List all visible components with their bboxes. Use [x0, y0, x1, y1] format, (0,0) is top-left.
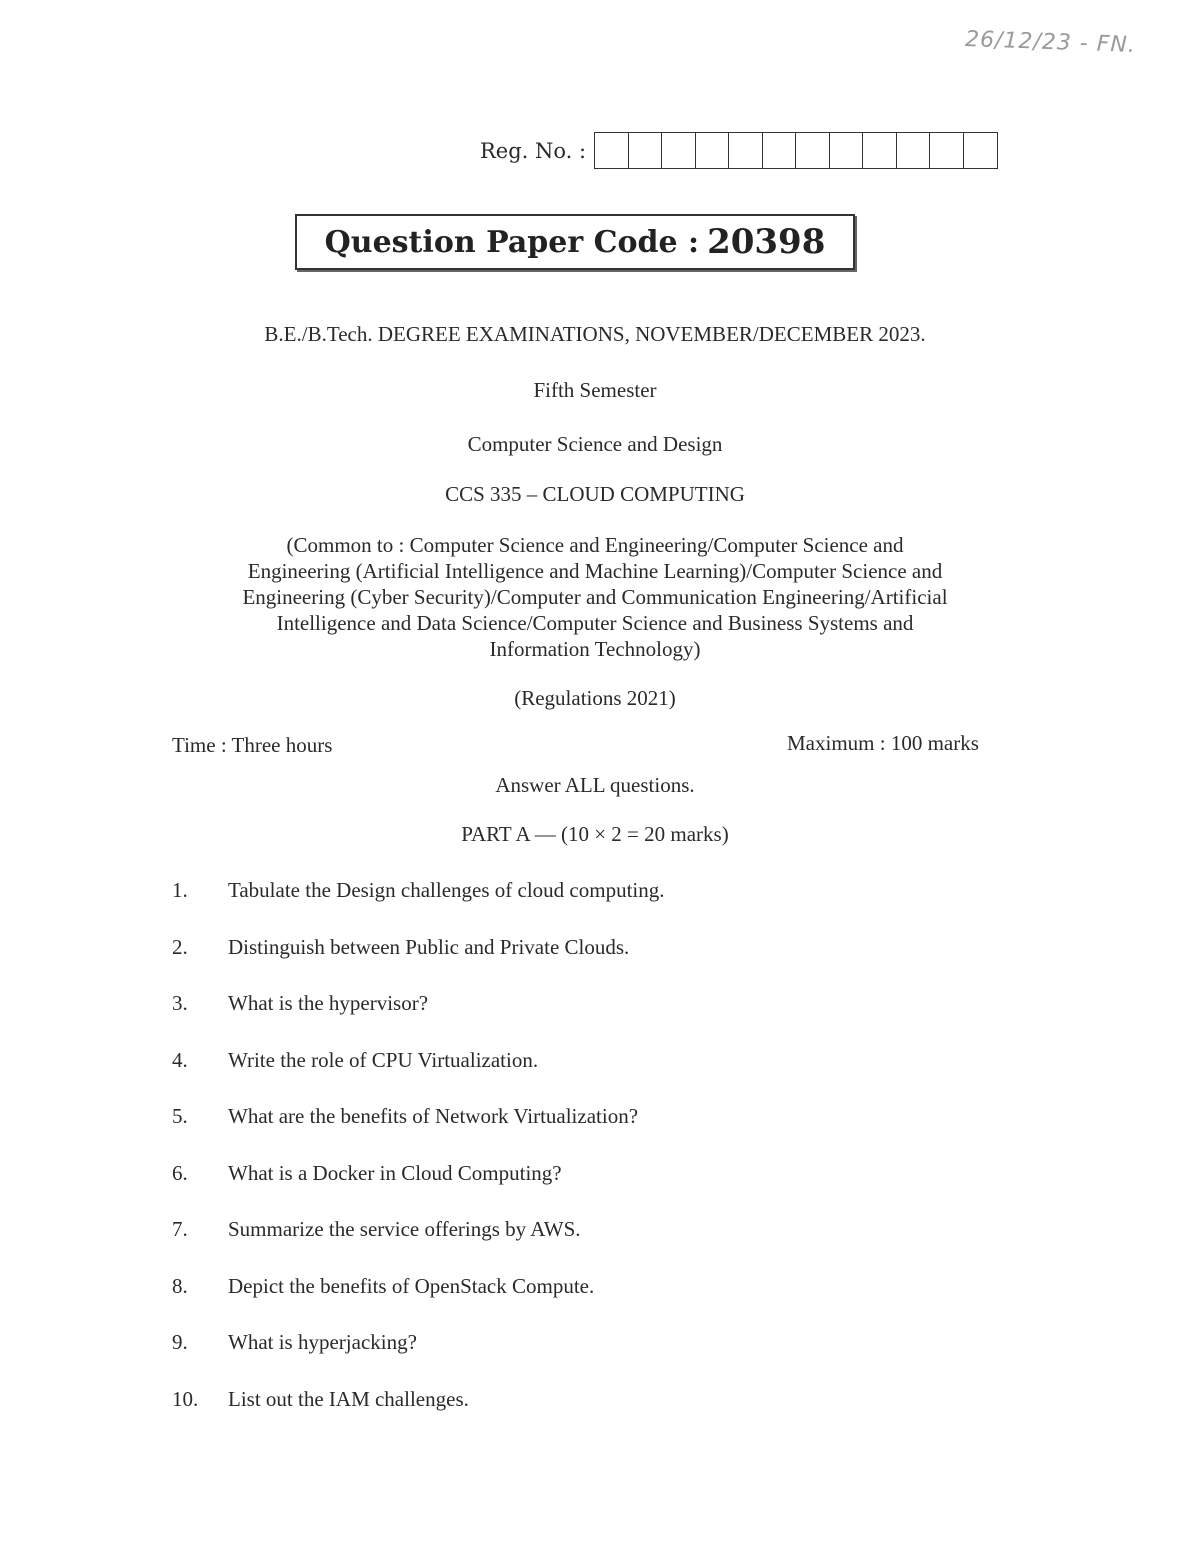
question-number: 8.	[172, 1273, 188, 1298]
reg-number-section	[480, 132, 998, 169]
paper-code-number: 20398	[707, 222, 826, 262]
question-item	[172, 1387, 1072, 1444]
maximum-marks: Maximum : 100 marks	[787, 731, 979, 755]
reg-number-box	[729, 133, 763, 168]
common-to-line: Information Technology)	[489, 637, 701, 661]
reg-number-boxes	[594, 132, 998, 169]
question-item	[172, 1217, 1072, 1274]
question-number: 7.	[172, 1217, 188, 1241]
question-text: Distinguish between Public and Private Clouds.	[228, 934, 630, 959]
question-item	[172, 991, 1072, 1048]
question-item	[172, 1161, 1072, 1218]
question-item	[172, 935, 1072, 992]
instruction: Answer ALL questions.	[495, 773, 695, 797]
handwritten-date-note: 26/12/23 - FN.	[964, 27, 1137, 58]
question-text: What are the benefits of Network Virtualization?	[228, 1104, 639, 1128]
question-number: 1.	[172, 878, 188, 902]
common-to-line: Engineering (Artificial Intelligence and Machine Learning)/Computer Science and	[247, 559, 943, 583]
question-text: List out the IAM challenges.	[228, 1386, 469, 1411]
reg-number-box	[595, 133, 629, 168]
reg-number-box	[763, 133, 797, 168]
reg-number-box	[964, 133, 998, 168]
question-text: What is hyperjacking?	[228, 1330, 417, 1354]
common-to-line: Engineering (Cyber Security)/Computer and Communication Engineering/Artificial	[242, 585, 948, 609]
question-item	[172, 1048, 1072, 1105]
question-number: 3.	[172, 991, 188, 1015]
question-list	[172, 878, 1072, 1443]
reg-number-box	[796, 133, 830, 168]
question-paper-code-box	[295, 214, 855, 270]
question-item	[172, 1330, 1072, 1387]
paper-code-label: Question Paper Code :	[324, 224, 700, 260]
question-text: Write the role of CPU Virtualization.	[228, 1047, 539, 1072]
semester: Fifth Semester	[533, 378, 657, 402]
course-title: CCS 335 – CLOUD COMPUTING	[445, 482, 745, 506]
question-item	[172, 878, 1072, 935]
common-to-line: Intelligence and Data Science/Computer Science and Business Systems and	[276, 611, 914, 635]
question-number: 10.	[172, 1386, 199, 1411]
question-text: What is the hypervisor?	[228, 991, 429, 1015]
common-to-line: (Common to : Computer Science and Engineering/Computer Science and	[286, 533, 904, 557]
exam-title: B.E./B.Tech. DEGREE EXAMINATIONS, NOVEMBER/DECEMBER 2023.	[264, 322, 926, 346]
reg-number-box	[863, 133, 897, 168]
question-number: 4.	[172, 1047, 188, 1072]
reg-number-box	[830, 133, 864, 168]
reg-number-box	[662, 133, 696, 168]
reg-number-box	[696, 133, 730, 168]
question-number: 5.	[172, 1104, 188, 1128]
reg-number-box	[930, 133, 964, 168]
common-to-block	[160, 532, 1030, 662]
question-item	[172, 1104, 1072, 1161]
question-number: 9.	[172, 1330, 188, 1354]
reg-number-box	[897, 133, 931, 168]
question-text: Tabulate the Design challenges of cloud computing.	[228, 878, 665, 902]
question-number: 2.	[172, 934, 188, 959]
question-number: 6.	[172, 1160, 188, 1185]
question-item	[172, 1274, 1072, 1331]
reg-number-box	[629, 133, 663, 168]
regulations: (Regulations 2021)	[514, 686, 676, 710]
reg-number-label: Reg. No. :	[480, 138, 587, 163]
question-text: Summarize the service offerings by AWS.	[228, 1217, 581, 1241]
part-a-heading: PART A — (10 × 2 = 20 marks)	[461, 822, 729, 846]
department: Computer Science and Design	[467, 432, 723, 456]
question-text: What is a Docker in Cloud Computing?	[228, 1160, 562, 1185]
exam-duration: Time : Three hours	[172, 733, 333, 757]
question-text: Depict the benefits of OpenStack Compute.	[228, 1273, 595, 1298]
